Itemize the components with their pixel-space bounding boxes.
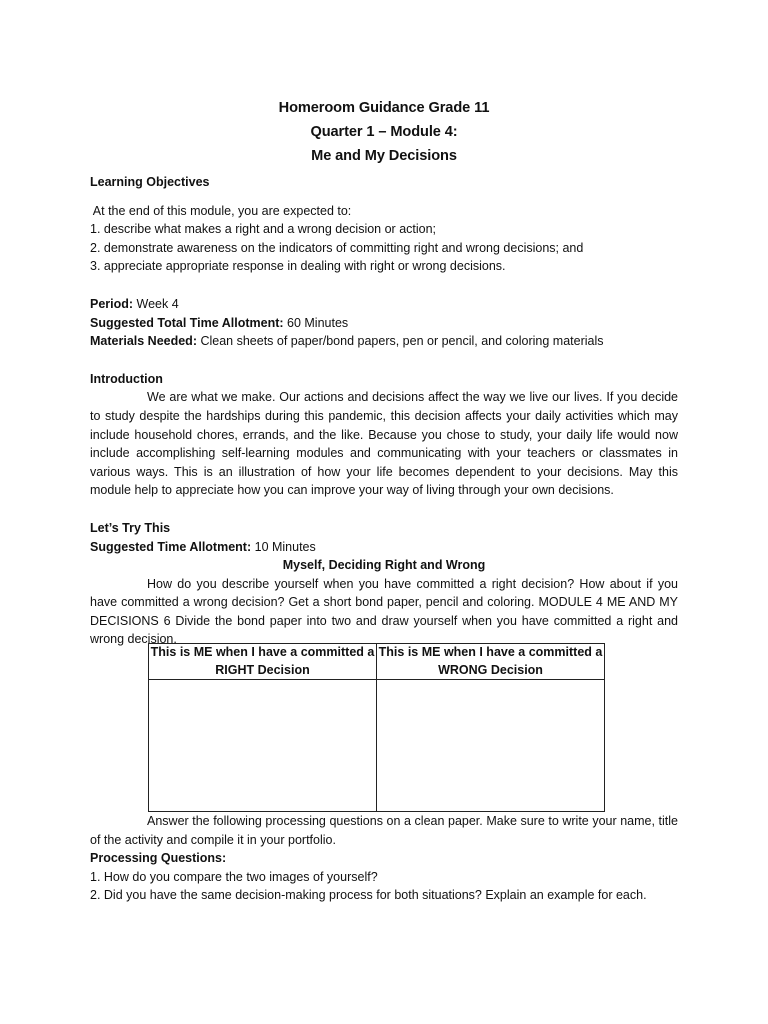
wrong-decision-drawing-area xyxy=(377,680,605,812)
activity-paragraph: How do you describe yourself when you have committed a right decision? How about if you have committed a wrong decision? Get a short bond paper, pencil and coloring. MODULE 4 ME AND MY DECISIONS 6 Divide the bond paper into two and draw yourself when you have committed a right and wrong decision. xyxy=(90,576,678,647)
right-decision-drawing-area xyxy=(149,680,377,812)
right-decision-header: This is ME when I have a committed a RIGHT Decision xyxy=(149,644,377,680)
introduction-paragraph: We are what we make. Our actions and decisions affect the way we live our lives. If you decide to study despite the hardships during this pandemic, this decision affects your daily activities which may include household chores, errands, and the like. Because you chose to study, your daily life would now include accomplishing self-learning modules and communicating with your teachers or classmates in various ways. This is an illustration of how your life becomes dependent to your decisions. May this module help to appreciate how you can improve your way of living through your own decisions. xyxy=(90,390,678,498)
total-time-value: 60 Minutes xyxy=(283,315,349,330)
try-this-time-row xyxy=(90,538,678,557)
wrong-decision-header: This is ME when I have a committed a WRONG Decision xyxy=(377,644,605,680)
objective-item-2: 2. demonstrate awareness on the indicators of committing right and wrong decisions; and xyxy=(90,240,584,255)
try-this-time-value: 10 Minutes xyxy=(251,539,316,554)
period-value: Week 4 xyxy=(133,296,179,311)
document-title-line-3: Me and My Decisions xyxy=(311,148,457,164)
processing-question-1: 1. How do you compare the two images of yourself? xyxy=(90,869,378,884)
period-row xyxy=(90,295,678,314)
drawing-table-body-row xyxy=(149,680,605,812)
drawing-table-header-row xyxy=(149,644,605,680)
introduction-heading: Introduction xyxy=(90,371,163,386)
materials-label: Materials Needed: xyxy=(90,334,197,349)
drawing-table xyxy=(148,643,605,812)
document-title-line-2: Quarter 1 – Module 4: xyxy=(310,124,458,140)
processing-heading: Processing Questions: xyxy=(90,851,227,866)
processing-instructions: Answer the following processing questions on a clean paper. Make sure to write your name, title of the activity and compile it in your portfolio. xyxy=(90,814,678,847)
activity-title: Myself, Deciding Right and Wrong xyxy=(282,558,486,573)
materials-value: Clean sheets of paper/bond papers, pen or pencil, and coloring materials xyxy=(196,334,604,349)
try-this-heading: Let’s Try This xyxy=(90,520,171,535)
document-title-line-1: Homeroom Guidance Grade 11 xyxy=(278,100,490,116)
objective-item-3: 3. appreciate appropriate response in dealing with right or wrong decisions. xyxy=(90,259,506,274)
document-page xyxy=(90,96,678,649)
period-label: Period: xyxy=(90,296,134,311)
total-time-row xyxy=(90,314,678,333)
objectives-intro: At the end of this module, you are expected to: xyxy=(90,203,352,218)
objectives-heading: Learning Objectives xyxy=(90,175,210,189)
processing-section xyxy=(90,812,678,905)
materials-row xyxy=(90,332,678,351)
processing-question-2: 2. Did you have the same decision-making process for both situations? Explain an example for each. xyxy=(90,888,647,903)
total-time-label: Suggested Total Time Allotment: xyxy=(90,315,284,330)
objective-item-1: 1. describe what makes a right and a wrong decision or action; xyxy=(90,222,437,237)
try-this-time-label: Suggested Time Allotment: xyxy=(90,539,252,554)
